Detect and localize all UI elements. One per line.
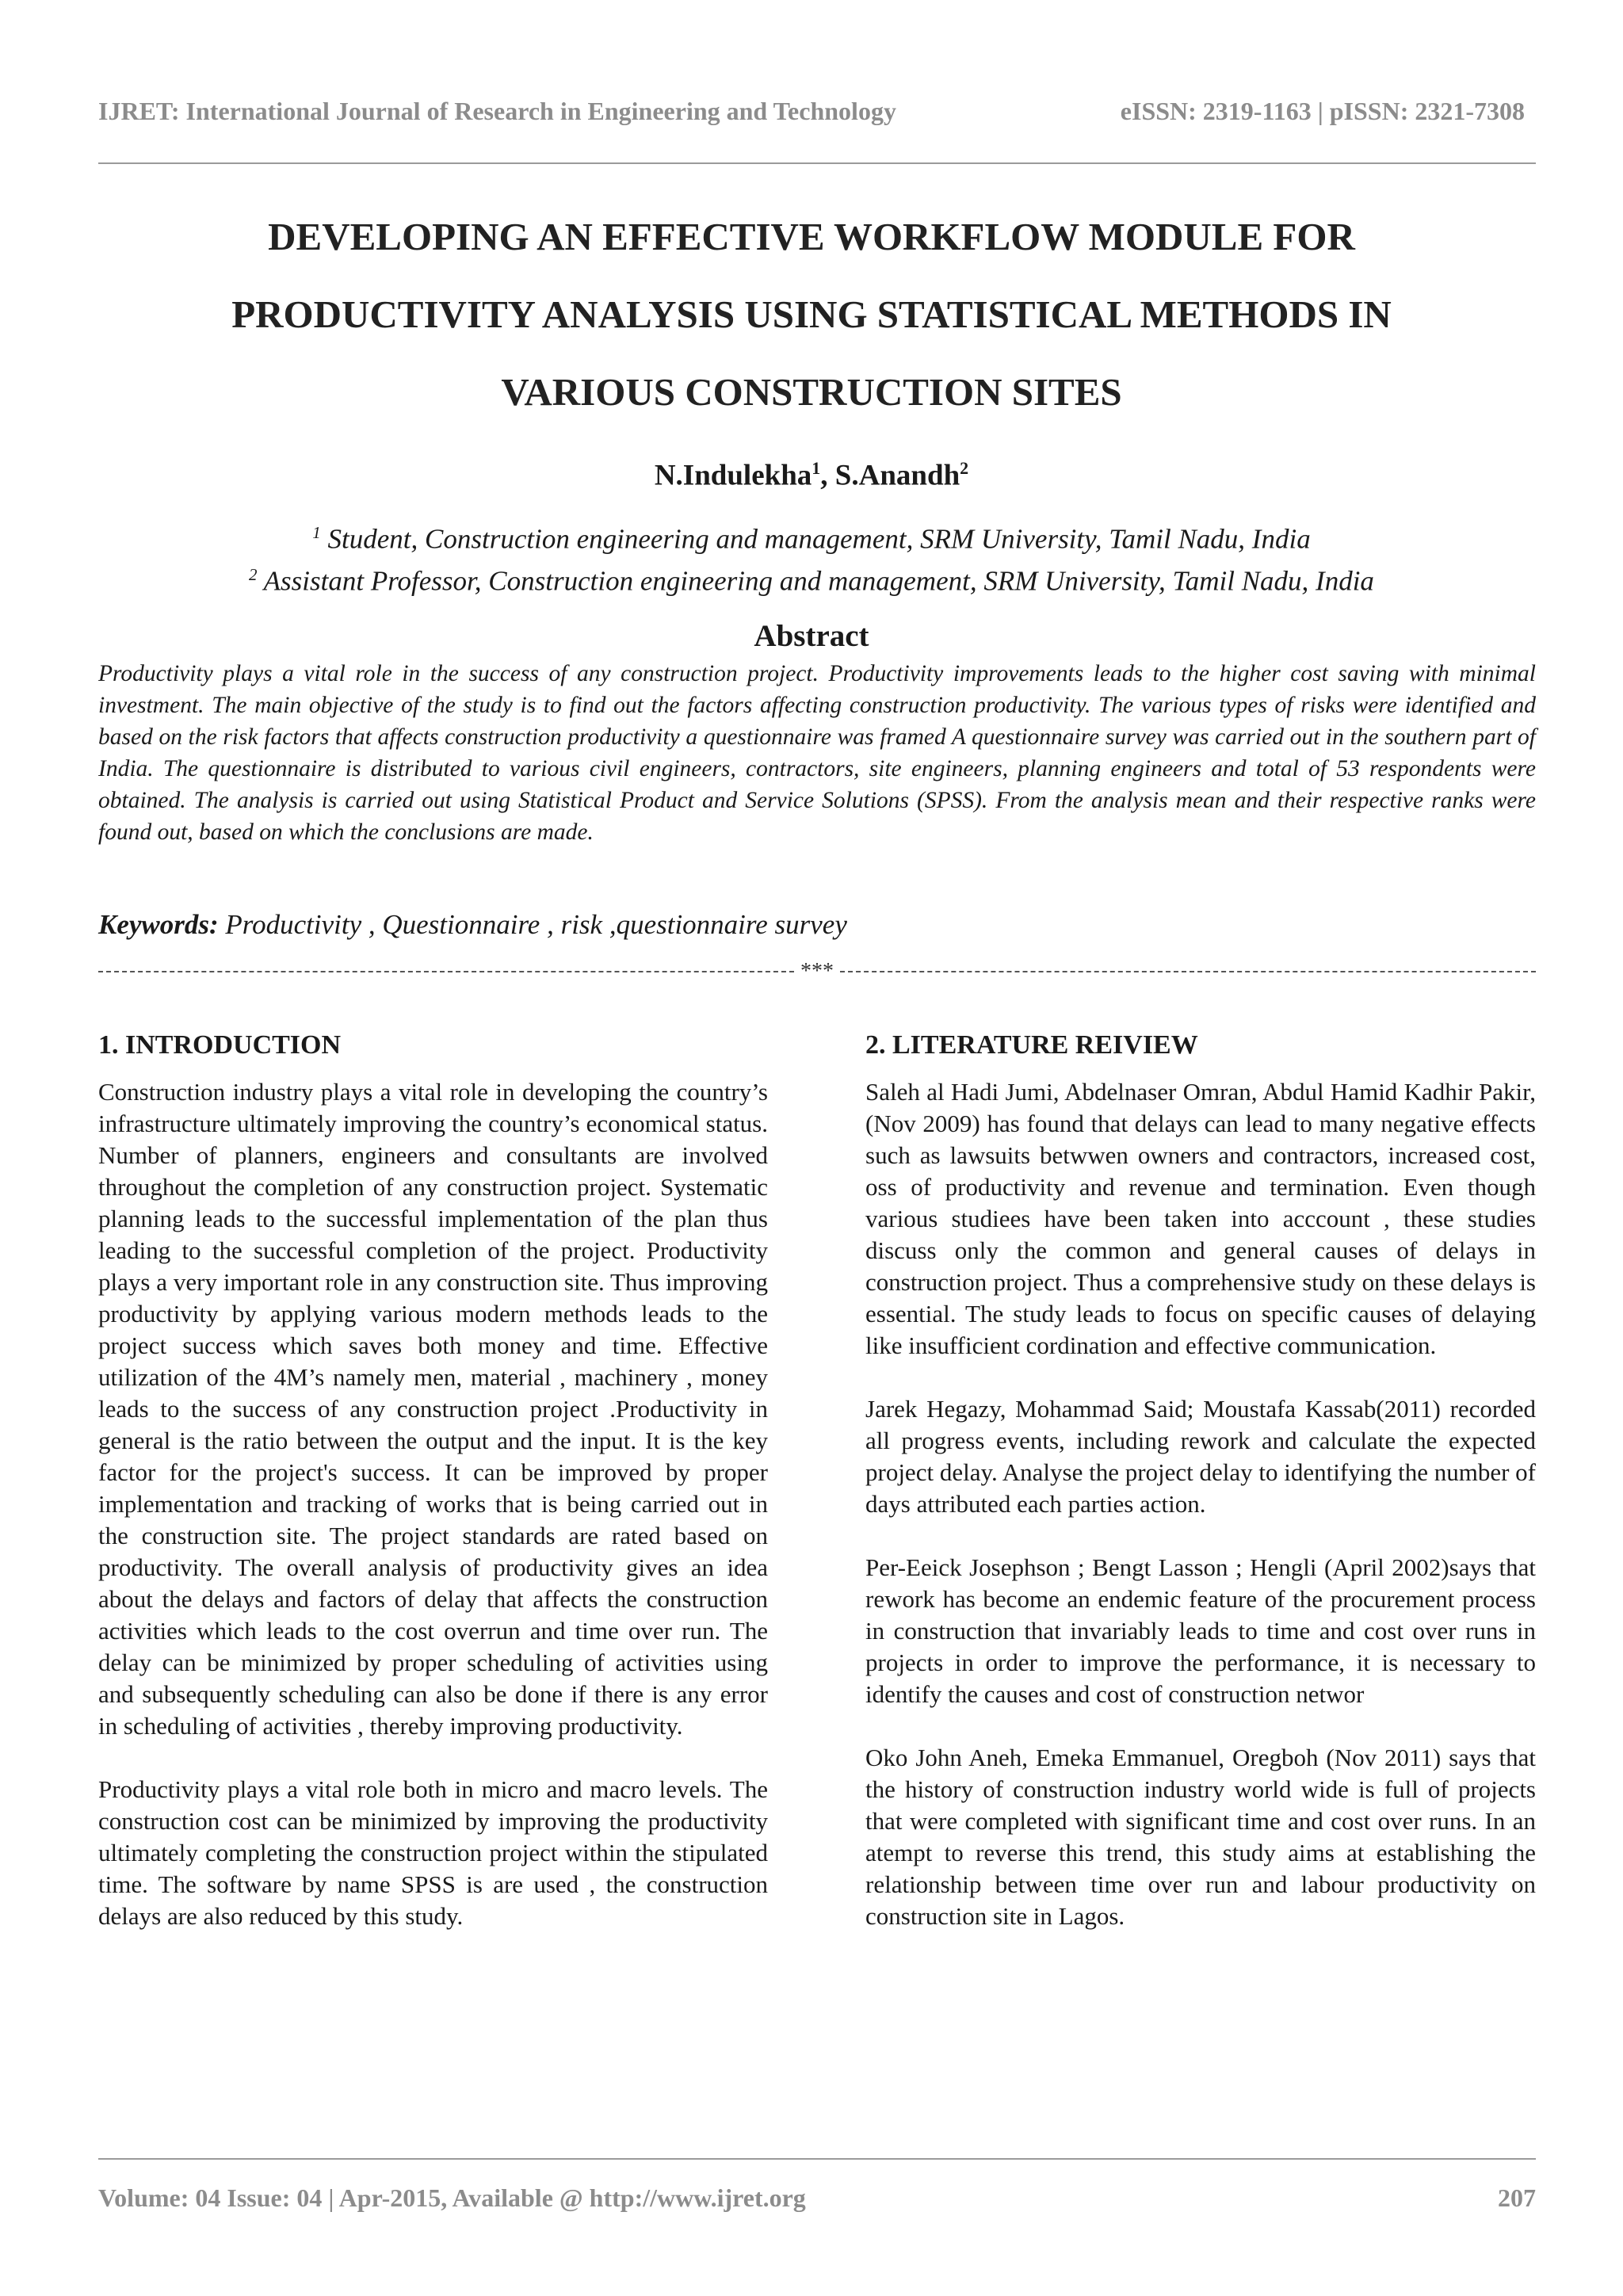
literature-paragraph: Per-Eeick Josephson ; Bengt Lasson ; Hengli (April 2002)says that rework has become an endemic feature of the procurement process in construction that invariably leads to time and cost over runs in projects in order to improve the performance, it is necessary to identify the causes and cost of construction networ <box>865 1553 1536 1708</box>
author-name: S.Anandh <box>834 459 960 492</box>
separator-dash <box>840 971 1536 972</box>
footer-rule <box>98 2158 1536 2160</box>
literature-paragraph: Oko John Aneh, Emeka Emmanuel, Oregboh (Nov 2011) says that the history of construction industry world wide is full of projects that were completed with significant time and cost over runs. In an atempt to reverse this trend, this study aims at establishing the relationship between time over run and labour productivity on construction site in Lagos. <box>865 1744 1536 1930</box>
title-line: DEVELOPING AN EFFECTIVE WORKFLOW MODULE FOR <box>268 215 1355 258</box>
keywords-text: Productivity , Questionnaire , risk ,questionnaire survey <box>218 909 847 940</box>
abstract-body: Productivity plays a vital role in the success of any construction project. Productivity improvements leads to the higher cost saving with minimal investment. The main objective of the study is to find out the factors affecting construction productivity. The various types of risks were identified and based on the risk factors that affects construction productivity a questionnaire was framed A questionnaire survey was carried out in the southern part of India. The questionnaire is distributed to various civil engineers, contractors, site engineers, planning engineers and total of 53 respondents were obtained. The analysis is carried out using Statistical Product and Service Solutions (SPSS). From the analysis mean and their respective ranks were found out, based on which the conclusions are made. <box>98 661 1536 845</box>
author-affil-mark: 2 <box>960 458 969 478</box>
affiliations <box>0 515 1623 598</box>
journal-name: IJRET: International Journal of Research in Engineering and Technology <box>98 97 896 125</box>
running-footer <box>98 2183 1536 2213</box>
title-line: VARIOUS CONSTRUCTION SITES <box>501 370 1122 414</box>
volume-info: Volume: 04 Issue: 04 | Apr-2015, Available @ http://www.ijret.org <box>98 2183 806 2212</box>
right-column <box>865 1030 1536 1964</box>
issn: eISSN: 2319-1163 | pISSN: 2321-7308 <box>1120 97 1525 125</box>
affiliation <box>0 515 1623 557</box>
separator-dash <box>98 971 794 972</box>
left-column <box>98 1030 768 1964</box>
introduction-paragraph: Productivity plays a vital role both in micro and macro levels. The construction cost can be minimized by improving the productivity ultimately completing the construction project within the stipulated time. The software by name SPSS is are used , the construction delays are also reduced by this study. <box>98 1775 768 1930</box>
affiliation-mark: 1 <box>312 523 321 542</box>
section-separator <box>98 959 1536 984</box>
affiliation <box>0 557 1623 599</box>
section-heading-literature: 2. LITERATURE REIVIEW <box>865 1030 1198 1060</box>
introduction-paragraph: Construction industry plays a vital role in developing the country’s infrastructure ultimately improving the country’s economical status. Number of planners, engineers and consultants are involved throughout the completion of any construction project. Systematic planning leads to the successful implementation of the plan thus leading to the successful completion of the project. Productivity plays a very important role in any construction site. Thus improving productivity by applying various modern methods leads to the project success which saves both money and time. Effective utilization of the 4M’s namely men, material , machinery , money leads to the success of any construction project .Productivity in general is the ratio between the output and the input. It is the key factor for the project's success. It can be improved by proper implementation and tracking of works that is being carried out in the construction site. The project standards are rated based on productivity. The overall analysis of productivity gives an idea about the delays and factors of delay that affects the construction activities which leads to the cost overrun and time over run. The delay can be minimized by proper scheduling of activities using and subsequently scheduling can also be done if there is any error in scheduling of activities , thereby improving productivity. <box>98 1078 768 1740</box>
author-affil-mark: 1 <box>812 458 821 478</box>
affiliation-mark: 2 <box>249 564 258 584</box>
title-line: PRODUCTIVITY ANALYSIS USING STATISTICAL METHODS IN <box>231 292 1392 336</box>
header-rule <box>98 162 1536 164</box>
author-separator: , <box>820 459 835 492</box>
section-heading-introduction: 1. INTRODUCTION <box>98 1030 342 1060</box>
paper-title <box>103 198 1520 431</box>
author-list <box>0 458 1623 492</box>
literature-paragraph: Saleh al Hadi Jumi, Abdelnaser Omran, Abdul Hamid Kadhir Pakir, (Nov 2009) has found that delays can lead to many negative effects such as lawsuits betwwen owners and contractors, increased cost, oss of productivity and revenue and termination. Even though various studiees have been taken into acccount , these studies discuss only the common and general causes of delays in construction project. Thus a comprehensive study on these delays is essential. The study leads to focus on specific causes of delaying like insufficient cordination and effective communication. <box>865 1078 1536 1359</box>
running-header <box>98 97 1525 126</box>
author-name: N.Indulekha <box>654 459 812 492</box>
abstract-heading: Abstract <box>754 619 869 653</box>
page-number: 207 <box>1498 2183 1536 2212</box>
affiliation-text: Assistant Professor, Construction engineering and management, SRM University, Tamil Nadu, India <box>263 565 1374 597</box>
keywords <box>98 909 847 941</box>
literature-paragraph: Jarek Hegazy, Mohammad Said; Moustafa Kassab(2011) recorded all progress events, including rework and calculate the expected project delay. Analyse the project delay to identifying the number of days attributed each parties action. <box>865 1395 1536 1518</box>
separator-mark: *** <box>800 959 834 984</box>
affiliation-text: Student, Construction engineering and management, SRM University, Tamil Nadu, India <box>327 523 1311 555</box>
keywords-label: Keywords: <box>98 909 219 940</box>
